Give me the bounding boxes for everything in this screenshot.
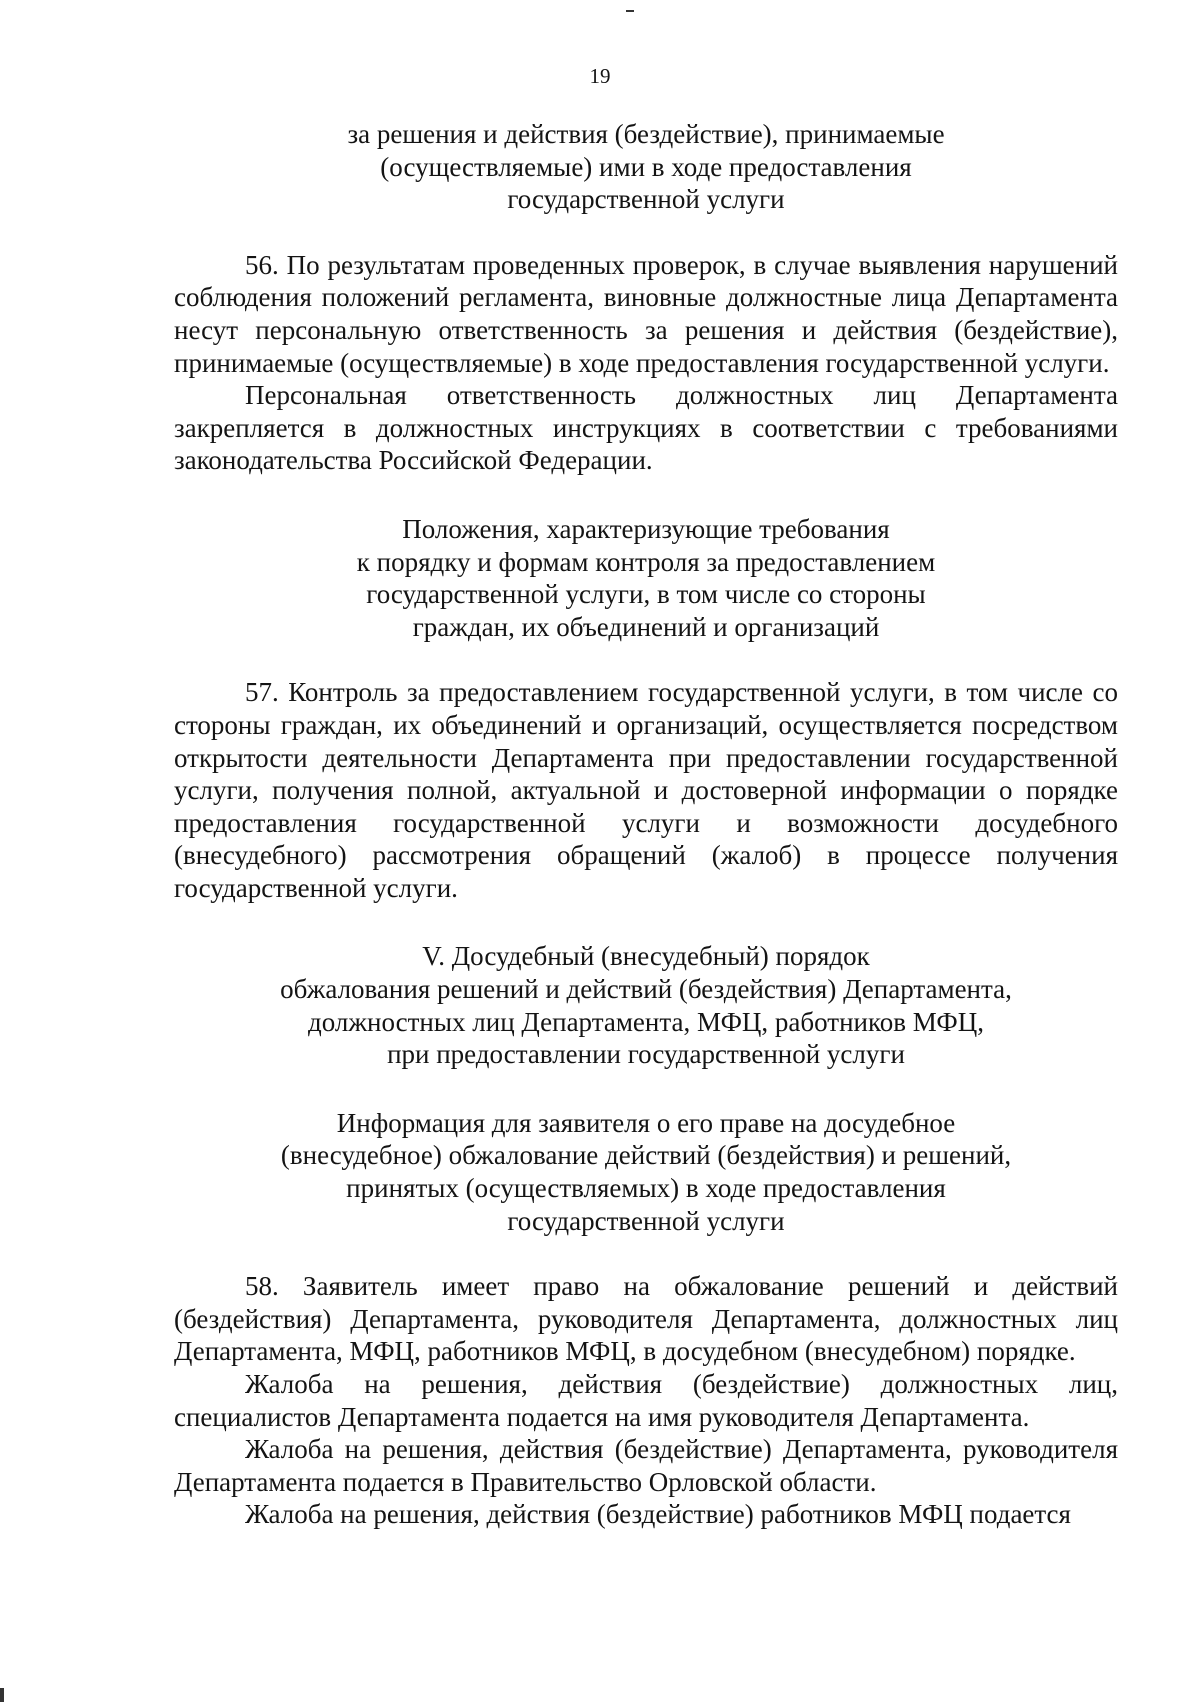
heading-line: к порядку и формам контроля за предоставлением — [356, 546, 936, 577]
heading-line: (осуществляемые) ими в ходе предоставления — [380, 151, 912, 182]
heading-line: должностных лиц Департамента, МФЦ, работников МФЦ, — [308, 1006, 984, 1037]
paragraph-58: 58. Заявитель имеет право на обжалование решений и действий (бездействия) Департамента, руководителя Департамента, должностных лиц Департамента, МФЦ, работников МФЦ, в досудебном (внесудебном) порядке. — [174, 1271, 1118, 1367]
heading-line: принятых (осуществляемых) в ходе предоставления — [346, 1173, 946, 1204]
heading-line: обжалования решений и действий (бездействия) Департамента, — [280, 974, 1012, 1005]
heading-line: при предоставлении государственной услуги — [387, 1039, 905, 1070]
paragraph-58-mfc-complaint: Жалоба на решения, действия (бездействие) работников МФЦ подается — [245, 1499, 1071, 1530]
heading-applicant-information — [174, 1107, 1118, 1237]
paragraph-58-officials-complaint: Жалоба на решения, действия (бездействие) должностных лиц, специалистов Департамента подается на имя руководителя Департамента. — [174, 1369, 1118, 1432]
document-body — [174, 118, 1118, 1531]
heading-line: государственной услуги, в том числе со стороны — [366, 579, 926, 610]
heading-responsibility-continuation — [174, 118, 1118, 216]
paragraph-56: 56. По результатам проведенных проверок, в случае выявления нарушений соблюдения положений регламента, виновные должностные лица Департамента несут персональную ответственность за решения и действия (бездействие), принимаемые (осуществляемые) в ходе предоставления государственной услуги. — [174, 249, 1118, 378]
heading-line: Информация для заявителя о его праве на досудебное — [336, 1107, 956, 1138]
paragraph-58-department-complaint: Жалоба на решения, действия (бездействие) Департамента, руководителя Департамента подается в Правительство Орловской области. — [174, 1434, 1118, 1497]
page-number: 19 — [589, 64, 611, 88]
heading-line: государственной услуги — [507, 1205, 785, 1236]
heading-section-v — [174, 940, 1118, 1070]
scan-mark-top — [626, 10, 634, 12]
heading-line: V. Досудебный (внесудебный) порядок — [422, 941, 870, 972]
heading-control-requirements — [174, 513, 1118, 643]
heading-line: Положения, характеризующие требования — [402, 513, 890, 544]
heading-line: (внесудебное) обжалование действий (бездействия) и решений, — [280, 1140, 1012, 1171]
paragraph-56-personal-responsibility: Персональная ответственность должностных лиц Департамента закрепляется в должностных инструкциях в соответствии с требованиями законодательства Российской Федерации. — [174, 380, 1118, 476]
heading-line: государственной услуги — [507, 184, 785, 215]
heading-line: граждан, их объединений и организаций — [412, 611, 880, 642]
paragraph-57: 57. Контроль за предоставлением государственной услуги, в том числе со стороны граждан, их объединений и организаций, осуществляется посредством открытости деятельности Департамента при предоставлении государственной услуги, получения полной, актуальной и достоверной информации о порядке предоставления государственной услуги и возможности досудебного (внесудебного) рассмотрения обращений (жалоб) в процессе получения государственной услуги. — [174, 677, 1118, 903]
scan-mark-corner — [0, 1688, 4, 1702]
heading-line: за решения и действия (бездействие), принимаемые — [347, 119, 945, 149]
